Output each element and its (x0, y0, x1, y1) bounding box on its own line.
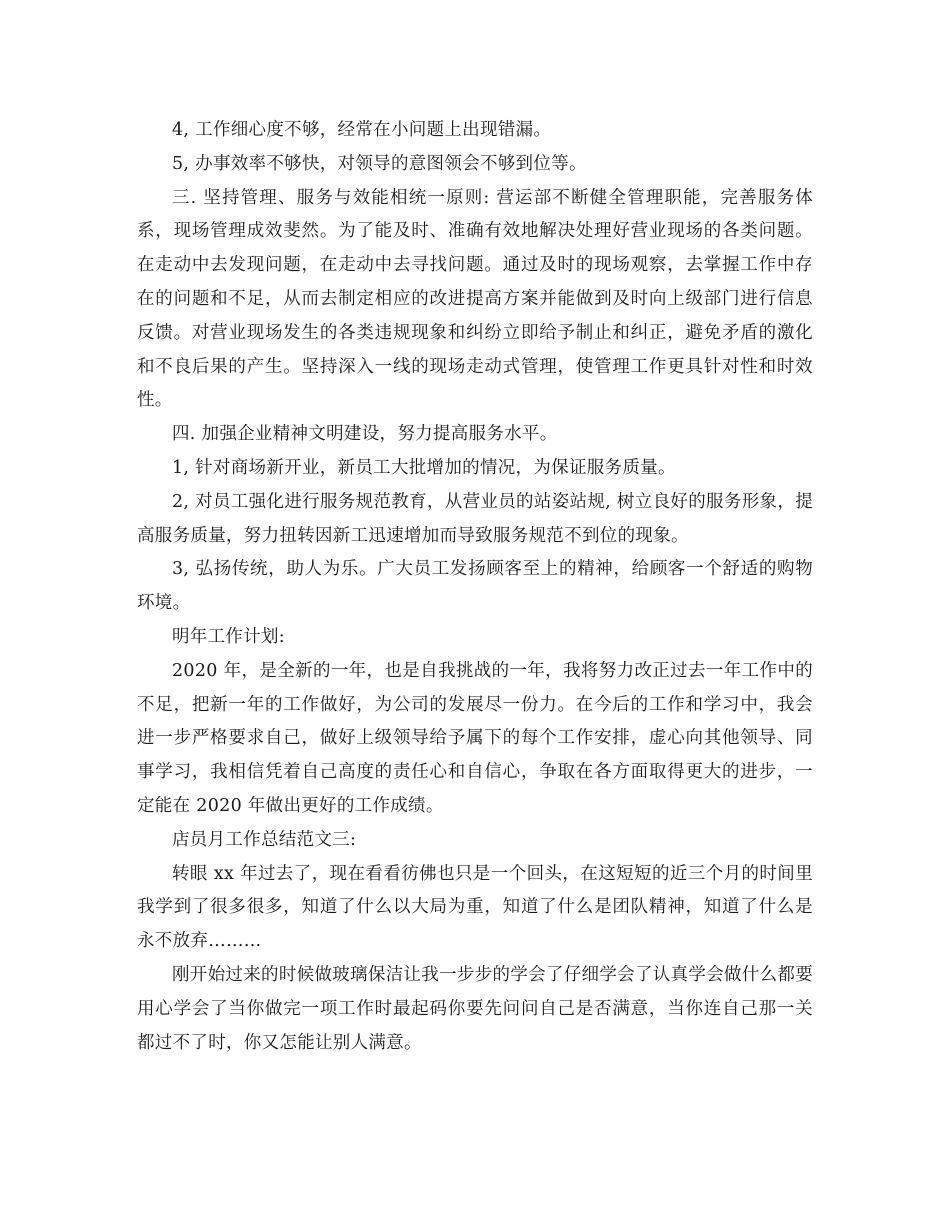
paragraph-sample-three-intro: 转眼 xx 年过去了，现在看看彷佛也只是一个回头，在这短短的近三个月的时间里我学到了很多很多，知道了什么以大局为重，知道了什么是团队精神，知道了什么是永不放弃……… (137, 863, 813, 952)
paragraph-sample-three-body: 刚开始过来的时候做玻璃保洁让我一步步的学会了仔细学会了认真学会做什么都要用心学会了当你做完一项工作时最起码你要先问问自己是否满意，当你连自己那一关都过不了时，你又怎能让别人满意。 (137, 964, 813, 1053)
paragraph-section-four: 四. 加强企业精神文明建设，努力提高服务水平。 (172, 424, 558, 445)
paragraph-item-3: 3, 弘扬传统，助人为乐。广大员工发扬顾客至上的精神，给顾客一个舒适的购物环境。 (137, 559, 813, 614)
paragraph-section-three: 三. 坚持管理、服务与效能相统一原则: 营运部不断健全管理职能，完善服务体系，现场管理成效斐然。为了能及时、准确有效地解决处理好营业现场的各类问题。在走动中去发现问题，在走动中去寻找问题。通过及时的现场观察，去掌握工作中存在的问题和不足，从而去制定相应的改进提高方案并能做到及时向上级部门进行信息反馈。对营业现场发生的各类违规现象和纠纷立即给予制止和纠正，避免矛盾的激化和不良后果的产生。坚持深入一线的现场走动式管理，使管理工作更具针对性和时效性。 (137, 187, 813, 411)
paragraph-item-1: 1, 针对商场新开业，新员工大批增加的情况，为保证服务质量。 (172, 457, 676, 478)
paragraph-item-4: 4, 工作细心度不够，经常在小问题上出现错漏。 (172, 120, 552, 140)
heading-sample-three: 店员月工作总结范文三: (172, 829, 357, 850)
paragraph-item-5: 5, 办事效率不够快，对领导的意图领会不够到位等。 (172, 153, 587, 174)
paragraph-plan-body: 2020 年，是全新的一年，也是自我挑战的一年，我将努力改正过去一年工作中的不足，把新一年的工作做好，为公司的发展尽一份力。在今后的工作和学习中，我会进一步严格要求自己，做好上级领导给予属下的每个工作安排，虚心向其他领导、同事学习，我相信凭着自己高度的责任心和自信心，争取在各方面取得更大的进步，一定能在 2020 年做出更好的工作成绩。 (137, 660, 813, 816)
paragraph-item-2: 2, 对员工强化进行服务规范教育，从营业员的站姿站规, 树立良好的服务形象，提高服务质量，努力扭转因新工迅速增加而导致服务规范不到位的现象。 (137, 491, 813, 546)
document-body (137, 114, 813, 1060)
heading-next-year-plan: 明年工作计划: (172, 626, 285, 647)
